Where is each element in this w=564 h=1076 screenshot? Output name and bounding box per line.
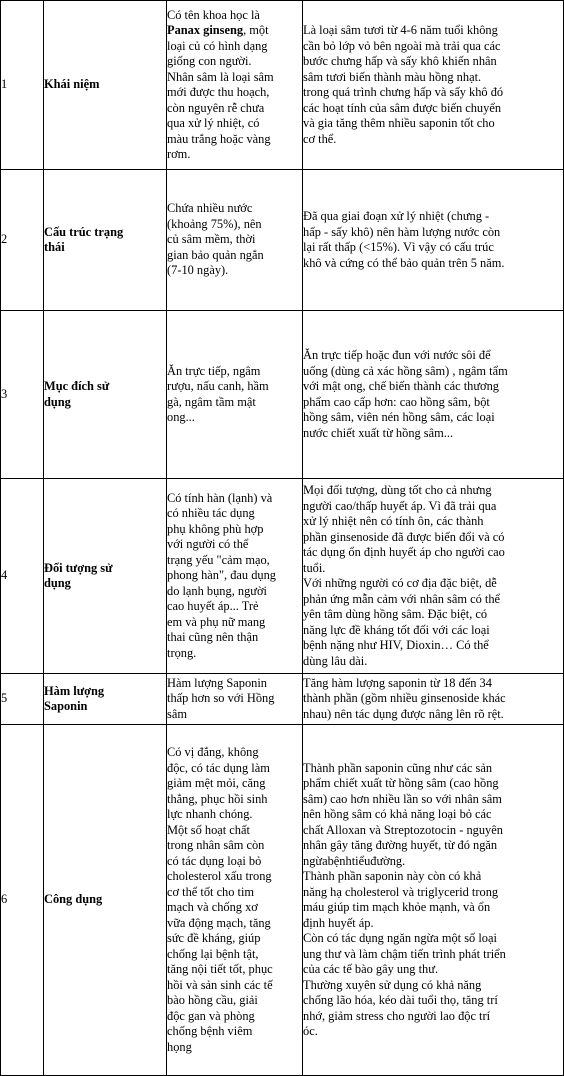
- nhan-sam-text-line: Panax ginseng, một: [167, 23, 269, 37]
- hong-sam-text-line: Tăng hàm lượng saponin từ 18 đến 34: [303, 675, 492, 690]
- hong-sam-text-line: uống (dùng cả xác hồng sâm) , ngâm tẩm: [303, 363, 508, 378]
- nhan-sam-text-line: họng: [167, 1039, 192, 1054]
- criterion-name-line: Hàm lượng: [44, 683, 105, 698]
- nhan-sam-cell: [167, 311, 303, 479]
- nhan-sam-text-line: thai cũng nên thận: [167, 630, 259, 645]
- nhan-sam-text-line: sức đề kháng, giúp: [167, 931, 261, 945]
- table-row: [1, 170, 564, 311]
- nhan-sam-text-line: Có vị đắng, không: [167, 745, 259, 759]
- hong-sam-text-line: tuổi.: [303, 560, 326, 575]
- nhan-sam-text-line: chống bệnh viêm: [167, 1024, 253, 1038]
- criterion-name: [44, 725, 167, 1076]
- hong-sam-text-line: phần ginsenoside đã được biến đổi và có: [303, 529, 505, 544]
- criterion-name-line: Đối tượng sử: [44, 560, 113, 575]
- criterion-name-line: thái: [44, 240, 65, 254]
- nhan-sam-text-line: Hàm lượng Saponin: [167, 675, 267, 690]
- nhan-sam-text-line: độc, có tác dụng làm: [167, 760, 270, 775]
- nhan-sam-text-line: (7-10 ngày).: [167, 263, 229, 278]
- hong-sam-text-line: năng hạ cholesterol và triglycerid trong: [303, 884, 499, 899]
- nhan-sam-text-line: củ sâm mềm, thời: [167, 232, 256, 247]
- hong-sam-text-line: người cao/thấp huyết áp. Vì đã trải qua: [303, 498, 497, 513]
- nhan-sam-text-line: do lạnh bụng, người: [167, 583, 267, 598]
- row-index: [1, 170, 44, 311]
- nhan-sam-text-line: rượu, nấu canh, hầm: [167, 379, 269, 393]
- criterion-name-line: Saponin: [44, 699, 88, 713]
- nhan-sam-text-line: Chứa nhiều nước: [167, 201, 253, 216]
- nhan-sam-text-line: vữa động mạch, tăng: [167, 915, 271, 930]
- hong-sam-text-line: nhau) nên tác dụng được nâng lên rõ rệt.: [303, 706, 504, 721]
- hong-sam-text-line: hấp - sấy khô) nên hàm lượng nước còn: [303, 224, 501, 239]
- hong-sam-text-line: Ăn trực tiếp hoặc đun với nước sôi để: [303, 348, 491, 362]
- hong-sam-text-line: máu giúp tim mạch khỏe mạnh, và ổn: [303, 900, 491, 914]
- nhan-sam-text-line: trọng.: [167, 645, 197, 660]
- hong-sam-text-line: Với những người có cơ địa đặc biệt, dễ: [303, 576, 497, 590]
- hong-sam-text-line: Mọi đối tượng, dùng tốt cho cả nhưng: [303, 483, 492, 497]
- hong-sam-text-line: bệnh nặng như HIV, Dioxin… Có thể: [303, 638, 489, 652]
- hong-sam-text-line: Thường xuyên sử dụng có khả năng: [303, 977, 482, 992]
- hong-sam-text-line: phẩm cao cấp hơn: cao hồng sâm, bột: [303, 394, 490, 409]
- nhan-sam-cell: [167, 170, 303, 311]
- nhan-sam-cell: [167, 1, 303, 170]
- hong-sam-text-line: nhân gây tăng đường huyết, từ đó ngăn: [303, 838, 498, 852]
- hong-sam-cell: [303, 479, 564, 674]
- table-row: [1, 1, 564, 170]
- nhan-sam-text-line: Một số hoạt chất: [167, 822, 250, 837]
- row-index-text: 4: [1, 568, 8, 583]
- hong-sam-text-line: cần bỏ lớp vỏ bên ngoài mà trải qua các: [303, 38, 501, 53]
- row-index-text: 2: [1, 232, 8, 247]
- nhan-sam-text-line: mới được thu hoạch,: [167, 85, 270, 99]
- nhan-sam-text-line: chống lại bệnh tật,: [167, 946, 259, 961]
- hong-sam-cell: [303, 674, 564, 725]
- hong-sam-text-line: với mật ong, chế biến thành các thương: [303, 379, 499, 393]
- hong-sam-text-line: phẩm chiết xuất từ hồng sâm (cao hồng: [303, 776, 499, 790]
- hong-sam-text-line: chất Alloxan và Streptozotocin - nguyên: [303, 822, 503, 837]
- nhan-sam-text-line: cơ thể tốt cho tim: [167, 884, 255, 899]
- hong-sam-text-line: sâm tươi biến thành màu hồng nhạt.: [303, 69, 482, 84]
- table-row: [1, 674, 564, 725]
- table-row: [1, 479, 564, 674]
- row-index: [1, 311, 44, 479]
- hong-sam-text-line: khô và cứng có thể bảo quản trên 5 năm.: [303, 255, 505, 270]
- hong-sam-text-line: sâm) cao hơn nhiều lần so với nhân sâm: [303, 791, 502, 806]
- row-index-text: 3: [1, 386, 8, 401]
- nhan-sam-cell: [167, 479, 303, 674]
- hong-sam-text-line: hồng sâm, viên nén hồng sâm, các loại: [303, 410, 495, 424]
- criterion-name-line: Công dụng: [44, 892, 103, 907]
- table-body: [1, 1, 564, 1076]
- nhan-sam-text-line: độc gan và phòng: [167, 1008, 255, 1023]
- nhan-sam-text-line: lực nhanh chóng.: [167, 807, 253, 821]
- nhan-sam-text-line: trong nhân sâm còn: [167, 838, 265, 852]
- nhan-sam-text-line: Có tên khoa học là: [167, 7, 260, 22]
- criterion-name-line: dụng: [44, 576, 71, 590]
- nhan-sam-text-line: cholesterol xấu trong: [167, 869, 272, 883]
- nhan-sam-text-line: có tác dụng loại bỏ: [167, 853, 262, 868]
- nhan-sam-text-line: em và phụ nữ mang: [167, 614, 266, 629]
- nhan-sam-text-line: trạng yếu "cảm mạo,: [167, 552, 270, 567]
- nhan-sam-text-line: mạch và chống xơ: [167, 900, 258, 914]
- nhan-sam-text-line: phong hàn", đau dụng: [167, 568, 276, 583]
- hong-sam-cell: [303, 1, 564, 170]
- nhan-sam-text-line: giống con người.: [167, 54, 252, 68]
- nhan-sam-text-line: Ăn trực tiếp, ngâm: [167, 363, 261, 378]
- nhan-sam-text-line: hồi và sản sinh các tế: [167, 977, 273, 992]
- nhan-sam-text-line: với người có thể: [167, 537, 249, 552]
- row-index-text: 1: [1, 77, 8, 92]
- criterion-name: [44, 311, 167, 479]
- hong-sam-text-line: ngừabệnhtiểuđường.: [303, 853, 406, 868]
- table-row: [1, 725, 564, 1076]
- row-index-text: 6: [1, 892, 8, 907]
- nhan-sam-text-line: sâm: [167, 706, 187, 721]
- hong-sam-text-line: bước chưng hấp và sấy khô khiến nhân: [303, 54, 497, 68]
- nhan-sam-text-line: phụ không phù hợp: [167, 521, 264, 536]
- hong-sam-text-line: tác dụng ổn định huyết áp cho người cao: [303, 545, 505, 559]
- hong-sam-text-line: chống lão hóa, kéo dài tuổi thọ, tăng trí: [303, 993, 498, 1007]
- hong-sam-text-line: định huyết áp.: [303, 915, 374, 930]
- row-index-text: 5: [1, 691, 8, 706]
- hong-sam-text-line: nước chiết xuất từ hồng sâm...: [303, 425, 454, 440]
- nhan-sam-text-line: Có tính hàn (lạnh) và: [167, 490, 273, 505]
- hong-sam-text-line: Còn có tác dụng ngăn ngừa một số loại: [303, 931, 497, 945]
- hong-sam-text-line: nhớ, giảm stress cho người lao độc trí: [303, 1008, 491, 1023]
- criterion-name: [44, 1, 167, 170]
- nhan-sam-text-line: giảm mệt mỏi, căng: [167, 776, 266, 790]
- nhan-sam-text-line: rơm.: [167, 147, 191, 161]
- hong-sam-text-line: phản ứng mẫn cảm với nhân sâm có thể: [303, 591, 501, 606]
- nhan-sam-text-line: ong...: [167, 410, 195, 424]
- hong-sam-cell: [303, 311, 564, 479]
- nhan-sam-text-line: bào hồng cầu, giải: [167, 993, 258, 1007]
- row-index: [1, 479, 44, 674]
- hong-sam-cell: [303, 725, 564, 1076]
- hong-sam-cell: [303, 170, 564, 311]
- hong-sam-text-line: lại rất thấp (<15%). Vì vậy có cấu trúc: [303, 240, 494, 254]
- hong-sam-text-line: Thành phần saponin này còn có khả: [303, 869, 482, 883]
- hong-sam-text-line: các hoạt tính của sâm được biến chuyển: [303, 100, 502, 115]
- nhan-sam-text-line: còn nguyên rễ chưa: [167, 100, 265, 115]
- hong-sam-text-line: Đã qua giai đoạn xử lý nhiệt (chưng -: [303, 209, 490, 223]
- nhan-sam-text-line: Nhân sâm là loại sâm: [167, 69, 274, 84]
- hong-sam-text-line: yên tâm dùng hồng sâm. Đặc biệt, có: [303, 607, 488, 621]
- criterion-name-line: Khái niệm: [44, 77, 100, 92]
- nhan-sam-text-line: (khoảng 75%), nên: [167, 216, 262, 231]
- nhan-sam-text-line: gà, ngâm tầm mật: [167, 394, 256, 409]
- criterion-name-line: Mục đích sử: [44, 379, 110, 393]
- hong-sam-text-line: cơ thể.: [303, 131, 337, 146]
- nhan-sam-text-line: có nhiều tác dụng: [167, 506, 255, 521]
- criterion-name: [44, 479, 167, 674]
- hong-sam-text-line: và gia tăng thêm nhiều saponin tốt cho: [303, 116, 495, 130]
- nhan-sam-text-line: thẳng, phục hồi sinh: [167, 791, 268, 806]
- criterion-name: [44, 170, 167, 311]
- row-index: [1, 674, 44, 725]
- nhan-sam-text-line: tăng nội tiết tốt, phục: [167, 962, 273, 976]
- hong-sam-text-line: nên hồng sâm có khả năng loại bỏ các: [303, 807, 492, 821]
- hong-sam-text-line: ung thư và làm chậm tiến trình phát triển: [303, 946, 506, 961]
- nhan-sam-text-line: thấp hơn so với Hồng: [167, 691, 275, 706]
- hong-sam-text-line: trong quá trình chưng hấp và sấy khô đó: [303, 85, 504, 99]
- row-index: [1, 1, 44, 170]
- nhan-sam-text-line: gian bảo quản ngắn: [167, 247, 264, 262]
- table-row: [1, 311, 564, 479]
- nhan-sam-text-line: loại củ có hình dạng: [167, 38, 268, 53]
- nhan-sam-text-line: màu trắng hoặc vàng: [167, 131, 271, 146]
- hong-sam-text-line: Là loại sâm tươi từ 4-6 năm tuổi không: [303, 23, 498, 37]
- nhan-sam-cell: [167, 674, 303, 725]
- criterion-name-line: Cấu trúc trạng: [44, 224, 124, 239]
- nhan-sam-cell: [167, 725, 303, 1076]
- hong-sam-text-line: của các tế bào gây ung thư.: [303, 962, 439, 976]
- criterion-name-line: dụng: [44, 394, 71, 409]
- criterion-name: [44, 674, 167, 725]
- hong-sam-text-line: dùng lâu dài.: [303, 653, 368, 668]
- nhan-sam-text-line: qua xử lý nhiệt, có: [167, 116, 260, 130]
- hong-sam-text-line: năng lực đề kháng tốt đối với các loại: [303, 622, 490, 637]
- hong-sam-text-line: óc.: [303, 1024, 318, 1038]
- nhan-sam-text-line: cao huyết áp... Trẻ: [167, 599, 259, 614]
- hong-sam-text-line: xử lý nhiệt nên có tính ôn, các thành: [303, 514, 484, 528]
- hong-sam-text-line: Thành phần saponin cũng như các sản: [303, 760, 493, 775]
- hong-sam-text-line: thành phần (gồm nhiều ginsenoside khác: [303, 691, 506, 706]
- row-index: [1, 725, 44, 1076]
